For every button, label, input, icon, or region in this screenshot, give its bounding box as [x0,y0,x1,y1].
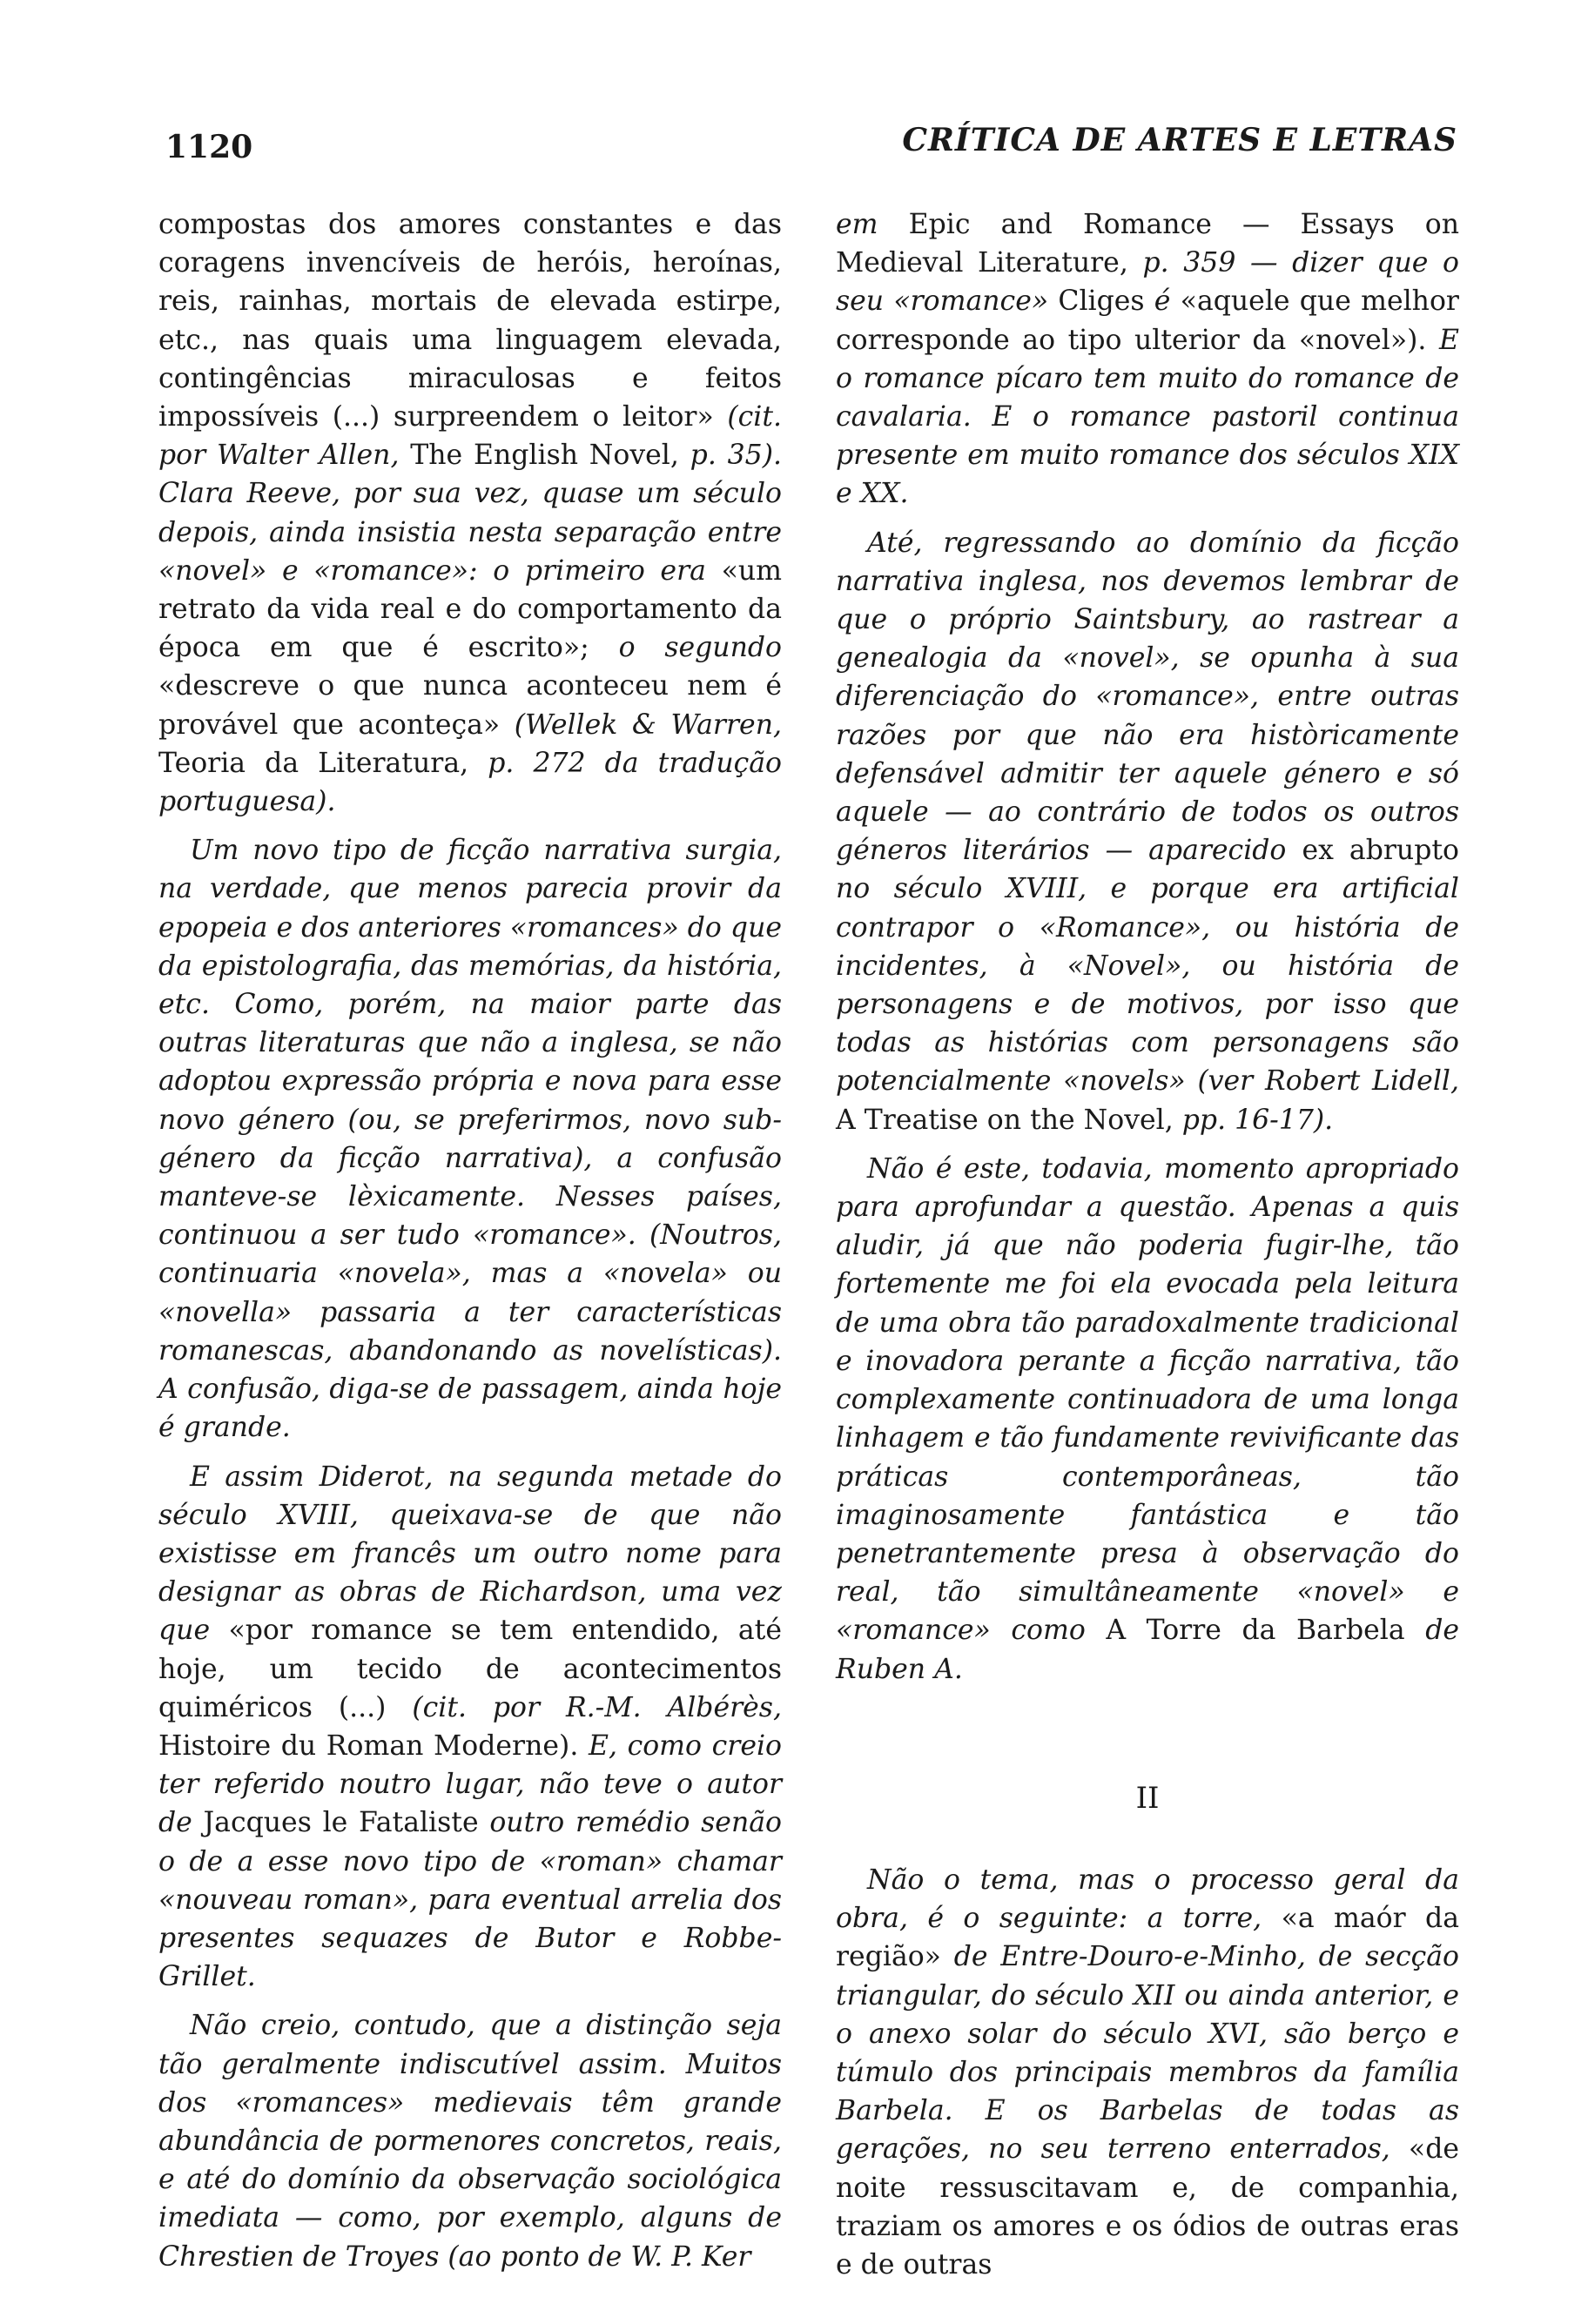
running-title: CRÍTICA DE ARTES E LETRAS [902,122,1457,158]
text-segment: Cliges [1058,285,1154,318]
section-number: II [1135,1780,1160,1816]
text-segment: «de noite ressuscitavam e, de companhia, traziam os amores e os ódios de outras eras e de outras [836,2133,1459,2280]
italic-text: em [836,209,909,240]
italic-text: (Wellek & Warren, [514,709,782,741]
italic-text: Um novo tipo de ficção narrativa surgia, na verdade, que menos parecia provir da epopeia e dos anteriores «romances» do que da epistolografia, das memórias, da história, etc. Como, porém, na maior parte das outras literaturas que não a inglesa, se não adoptou expressão própria e nova para esse novo género (ou, se preferirmos, novo sub-género da ficção narrativa), a confusão manteve-se lèxicamente. Nesses países, continuou a ser tudo «romance». (Noutros, continuaria «novela», mas a «novela» ou «novella» passaria a ter características romanescas, abandonando as novelísticas). A confusão, diga-se de passagem, ainda hoje é grande. [158,835,782,1444]
paragraph [158,831,782,1447]
paragraph [836,205,1459,514]
italic-text: p. 359 — dizer que o seu «romance» [836,247,1459,318]
italic-text: Não o tema, mas o processo geral da obra, é o seguinte: a torre, [836,1864,1459,1935]
left-text-column [158,205,782,2276]
text-segment: «por romance se tem entendido, até hoje, um tecido de acontecimentos quiméricos (...) [158,1615,782,1723]
italic-text: é [1154,285,1181,318]
italic-text: Não creio, contudo, que a distinção seja tão geralmente indiscutível assim. Muitos dos «romances» medievais têm grande abundância de pormenores concretos, reais, e até do domínio da observação sociológica imediata — como, por exemplo, alguns de Chrestien de Troyes (ao ponto de W. P. Ker [158,2010,782,2273]
italic-text: E, como creio ter referido noutro lugar, não teve o autor de [158,1730,783,1839]
paragraph [836,1150,1459,1689]
paragraph [158,205,782,821]
right-text-column [836,205,1459,2284]
page-number: 1120 [165,129,253,165]
italic-text: de Ruben A. [836,1615,1459,1685]
italic-text: no século XVIII, e porque era artificial contrapor o «Romance», ou história de incidentes, à «Novel», ou história de personagens e de motivos, por isso que todas as histórias com personagens são potencialmente «novels» (ver Robert Lidell, [836,873,1459,1098]
italic-text: p. 35). Clara Reeve, por sua vez, quase um século depois, ainda insistia nesta separação entre «novel» e «romance»: o primeiro era [158,440,783,587]
italic-text: Não é este, todavia, momento apropriado para aprofundar a questão. Apenas a quis aludir, já que não poderia fugir-lhe, tão fortemente me foi ela evocada pela leitura de uma obra tão paradoxalmente tradicional e inovadora perante a ficção narrativa, tão complexamente continuadora de uma longa linhagem e tão fundamente revivificante das práticas contemporâneas, tão imaginosamente fantástica e tão penetrantemente presa à observação do real, tão simultâneamente «novel» e «romance» como [836,1152,1459,1647]
text-segment: Histoire du Roman Moderne). [158,1730,589,1762]
text-segment: «descreve o que nunca aconteceu nem é provável que aconteça» [158,670,782,741]
text-segment: «a maór da região» [836,1903,1459,1973]
text-segment: «aquele que melhor corresponde ao tipo ulterior da «novel»). [836,285,1459,356]
italic-text: (cit. por Walter Allen, [158,401,782,472]
text-segment: ex abrupto [1302,835,1460,867]
italic-text: E o romance pícaro tem muito do romance de cavalaria. E o romance pastoril continua presente em muito romance dos séculos XIX e XX. [836,324,1459,510]
italic-text: de Entre-Douro-e-Minho, de secção triangular, do século XII ou ainda anterior, e o anexo solar do século XVI, são berço e túmulo dos principais membros da família Barbela. E os Barbelas de todas as gerações, no seu terreno enterrados, [836,1941,1460,2166]
italic-text: pp. 16-17). [1181,1104,1334,1136]
italic-text: outro remédio senão o de a esse novo tipo de «roman» chamar «nouveau roman», para eventual arrelia dos presentes sequazes de Butor e Robbe-Grillet. [158,1807,782,1993]
italic-text: o segundo [618,632,783,664]
text-segment: compostas dos amores constantes e das coragens invencíveis de heróis, heroínas, reis, rainhas, mortais de elevada estirpe, etc., nas quais uma linguagem elevada, contingências miraculosas e feitos impossíveis (...) surpreendem o leitor» [158,209,782,433]
text-segment: Epic and Romance — Essays on Medieval Literature, [836,209,1459,279]
text-segment: A Treatise on the Novel, [836,1104,1182,1136]
paragraph [836,524,1459,1139]
italic-text: E assim Diderot, na segunda metade do século XVIII, queixava-se de que não existisse em francês um outro nome para designar as obras de Richardson, uma vez que [158,1461,782,1647]
text-segment: «um retrato da vida real e do comportamento da época em que é escrito»; [158,554,782,664]
paragraph [836,1861,1459,2284]
text-segment: Teoria da Literatura, [158,747,488,779]
paragraph [158,1458,782,1997]
text-segment: The English Novel, [410,440,690,472]
paragraph [158,2006,782,2275]
text-segment: A Torre da Barbela [1106,1615,1426,1647]
italic-text: (cit. por R.-M. Albérès, [412,1691,782,1723]
italic-text: Até, regressando ao domínio da ficção narrativa inglesa, nos devemos lembrar de que o próprio Saintsbury, ao rastrear a genealogia da «novel», se opunha à sua diferenciação do «romance», entre outras razões por que não era històricamente defensável admitir ter aquele género e só aquele — ao contrário de todos os outros géneros literários — aparecido [836,527,1459,867]
text-segment: Jacques le Fataliste [203,1807,490,1839]
italic-text: p. 272 da tradução portuguesa). [158,747,782,818]
